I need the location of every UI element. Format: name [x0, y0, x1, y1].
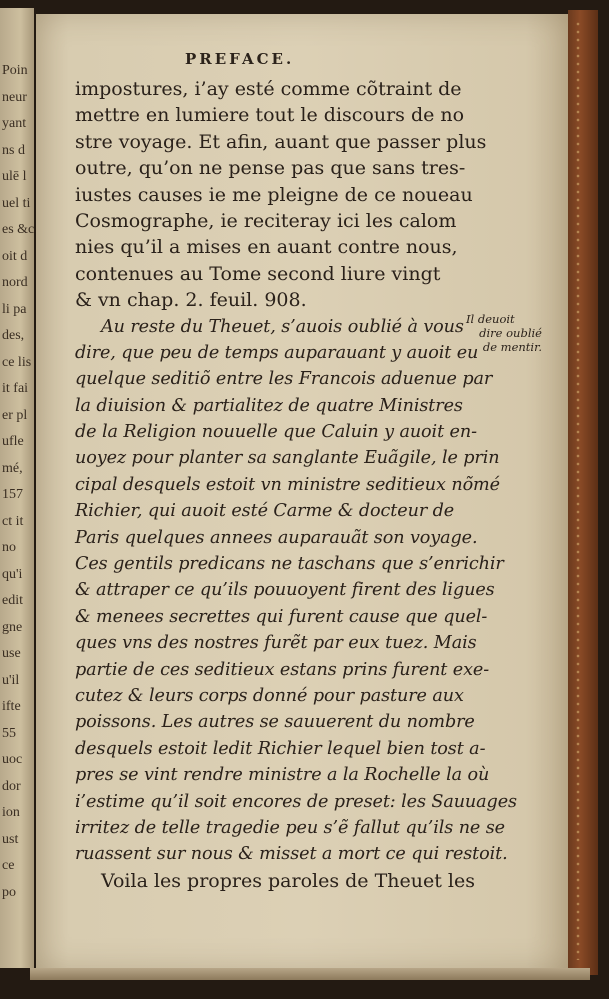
text-line: & attraper ce qu’ils pouuoyent firent des ligues	[75, 580, 495, 601]
left-page-fragment: es &c	[2, 222, 34, 237]
text-line: contenues au Tome second liure vingt	[75, 262, 441, 285]
text-line: ques vns des nostres furẽt par eux tuez. Mais	[75, 633, 477, 654]
left-page-fragment: use	[2, 646, 21, 661]
margin-note-line: dire oublié	[479, 326, 542, 340]
left-page-fragment: ns d	[2, 142, 25, 158]
text-line: de la Religion nouuelle que Caluin y auoit en-	[75, 422, 477, 443]
text-line: Paris quelques annees auparauãt son voyage.	[75, 527, 478, 548]
left-page-fragment: yant	[2, 116, 27, 131]
text-line: la diuision & partialitez de quatre Ministres	[75, 395, 463, 416]
text-line: ruassent sur nous & misset a mort ce qui restoit.	[75, 844, 508, 865]
text-line: outre, qu’on ne pense pas que sans tres-	[75, 157, 466, 180]
margin-note-line: Il deuoit	[466, 312, 515, 326]
left-page-fragment: u'il	[2, 672, 20, 688]
binding-texture	[574, 20, 584, 960]
text-line: partie de ces seditieux estans prins furent exe-	[75, 659, 490, 680]
left-page-fragment: dor	[2, 778, 21, 794]
left-page-fragment: neur	[2, 89, 27, 105]
text-line: mettre en lumiere tout le discours de no	[75, 104, 465, 127]
text-line: & menees secrettes qui furent cause que quel-	[75, 606, 488, 627]
text-line: Au reste du Theuet, s’auois oublié à vous	[101, 316, 464, 337]
text-line: iustes causes ie me pleigne de ce noueau	[75, 183, 473, 206]
page-bottom-edge	[30, 968, 590, 980]
left-page-fragment: ct it	[2, 513, 24, 529]
margin-note-line: de mentir.	[482, 340, 542, 354]
text-line: impostures, i’ay esté comme cõtraint de	[75, 78, 462, 100]
text-line: uoyez pour planter sa sanglante Euãgile, le prin	[75, 448, 500, 469]
text-line: cipal desquels estoit vn ministre seditieux nõmé	[75, 474, 500, 495]
text-line: i’estime qu’il soit encores de preset: les Sauuages	[75, 791, 517, 812]
left-page-fragment: er pl	[2, 407, 28, 423]
left-page-fragment: gne	[2, 619, 23, 635]
text-line: desquels estoit ledit Richier lequel bien tost a-	[75, 738, 486, 759]
left-page-fragment: Poin	[2, 63, 28, 78]
left-page-fragment: po	[2, 884, 16, 900]
left-page-fragment: no	[2, 540, 16, 555]
left-page-fragment: edit	[2, 593, 23, 608]
left-page-edge	[0, 8, 34, 968]
left-page-fragment: oit d	[2, 248, 28, 264]
left-page-fragment: ulē l	[2, 169, 27, 184]
text-line: Richier, qui auoit esté Carme & docteur de	[75, 501, 455, 522]
left-page-fragment: 157	[2, 487, 23, 502]
text-line: Voila les propres paroles de Theuet les	[101, 869, 475, 892]
left-page-fragment: uel ti	[2, 195, 31, 211]
left-page-fragment: it fai	[2, 381, 29, 396]
text-line: poissons. Les autres se sauuerent du nombre	[75, 712, 475, 733]
left-page-fragment: ion	[2, 805, 20, 820]
left-page-fragment: qu'i	[2, 566, 23, 582]
left-page-fragment: ifte	[2, 699, 21, 714]
left-page-fragment: des,	[2, 328, 25, 343]
left-page-fragment: ce lis	[2, 354, 32, 370]
text-line: Ces gentils predicans ne taschans que s’enrichir	[75, 554, 504, 575]
running-head: PREFACE.	[185, 50, 295, 68]
left-page-fragment: 55	[2, 725, 16, 741]
left-page-fragment: mé,	[2, 460, 23, 476]
text-line: Cosmographe, ie reciteray ici les calom	[75, 209, 457, 232]
left-page-fragment: nord	[2, 275, 28, 290]
text-line: irritez de telle tragedie peu s’ẽ fallut qu’ils ne se	[75, 817, 505, 838]
text-line: stre voyage. Et afin, auant que passer plus	[75, 130, 487, 153]
margin-note	[464, 312, 542, 354]
text-line: quelque seditiõ entre les Francois aduenue par	[75, 369, 493, 390]
left-page-fragment: li pa	[2, 301, 27, 317]
text-line: dire, que peu de temps auparauant y auoit eu	[75, 342, 479, 363]
left-page-fragment: ust	[2, 831, 19, 847]
left-page-fragment: ce	[2, 858, 15, 873]
text-line: pres se vint rendre ministre a la Rochelle la où	[75, 765, 490, 786]
text-line: & vn chap. 2. feuil. 908.	[75, 289, 307, 312]
text-line: nies qu’il a mises en auant contre nous,	[75, 236, 458, 259]
left-page-fragment: uoc	[2, 752, 23, 767]
text-line: cutez & leurs corps donné pour pasture aux	[75, 685, 464, 706]
left-page-fragment: ufle	[2, 434, 24, 449]
